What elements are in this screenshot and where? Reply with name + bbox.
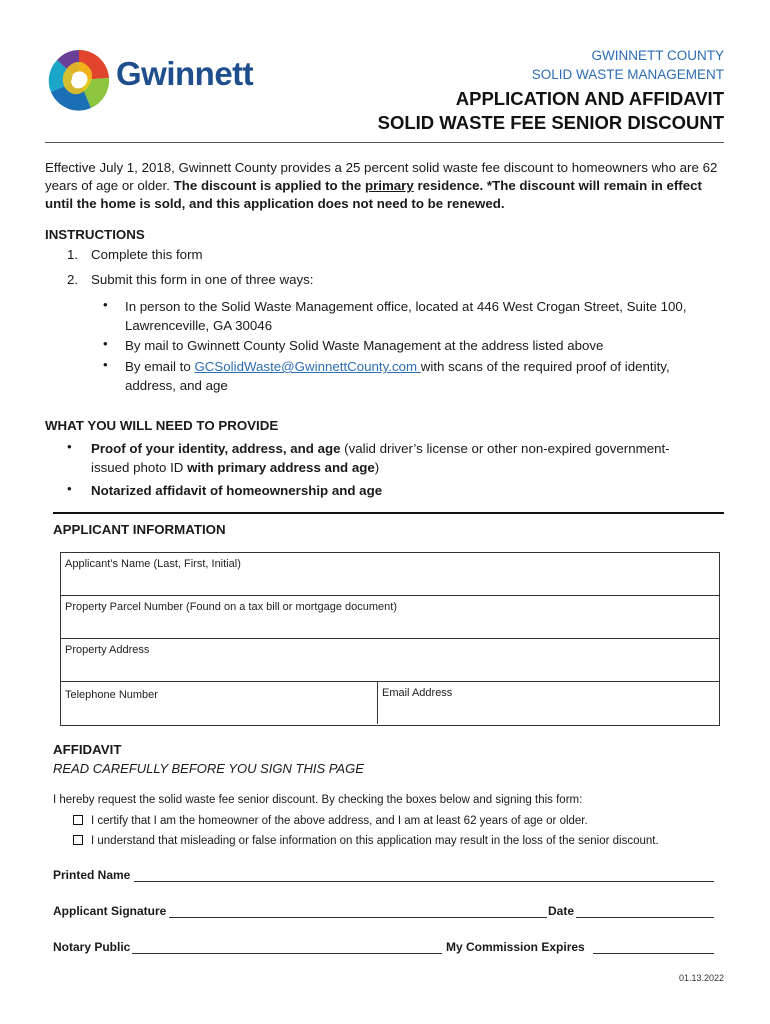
homeowner-check-text: I certify that I am the homeowner of the above address, and I am at least 62 years of age or older. bbox=[91, 815, 588, 827]
bullet-by-mail: By mail to Gwinnett County Solid Waste Management at the address listed above bbox=[125, 338, 604, 353]
gwinnett-logo-icon bbox=[47, 48, 111, 112]
affidavit-request: I hereby request the solid waste fee senior discount. By checking the boxes below and signing this form: bbox=[53, 794, 583, 806]
parcel-field[interactable] bbox=[61, 596, 719, 639]
name-label: Applicant’s Name (Last, First, Initial) bbox=[65, 558, 241, 570]
provide-heading: WHAT YOU WILL NEED TO PROVIDE bbox=[45, 418, 279, 433]
agency-line-2: SOLID WASTE MANAGEMENT bbox=[531, 67, 724, 82]
intro-primary-word: primary bbox=[364, 178, 414, 193]
applicant-signature-label: Applicant Signature bbox=[53, 904, 167, 918]
section-divider bbox=[53, 512, 724, 514]
document-title bbox=[378, 87, 724, 135]
printed-name-label: Printed Name bbox=[53, 868, 131, 882]
provide-item-proof bbox=[91, 439, 691, 477]
provide-item-affidavit bbox=[91, 481, 691, 500]
email-field[interactable] bbox=[378, 682, 719, 724]
bullet-icon: • bbox=[67, 439, 72, 454]
homeowner-checkbox[interactable] bbox=[73, 815, 83, 825]
phone-field[interactable] bbox=[61, 682, 377, 724]
affidavit-subheading: READ CAREFULLY BEFORE YOU SIGN THIS PAGE bbox=[53, 761, 364, 776]
homeowner-certification bbox=[73, 815, 588, 827]
date-line[interactable] bbox=[576, 917, 714, 918]
phone-label: Telephone Number bbox=[65, 689, 158, 701]
intro-bold-text: The discount is applied to the bbox=[173, 178, 365, 193]
applicant-signature-line[interactable] bbox=[169, 917, 547, 918]
email-label: Email Address bbox=[382, 687, 453, 699]
step-1-text: Complete this form bbox=[91, 247, 203, 262]
proof-bold-2: with primary address and age bbox=[187, 460, 375, 475]
proof-bold: Proof of your identity, address, and age bbox=[91, 441, 341, 456]
bullet-by-email bbox=[125, 357, 703, 395]
bullet-in-person: In person to the Solid Waste Management office, located at 446 West Crogan Street, Suite 100, Lawrenceville, GA 30046 bbox=[125, 299, 687, 333]
intro-paragraph bbox=[45, 159, 727, 213]
step-number: 1. bbox=[67, 247, 79, 262]
notary-public-line[interactable] bbox=[132, 953, 442, 954]
intro-bold-text-2: residence. *The discount will remain in effect until the home is sold, and this application does not need to be renewed. bbox=[45, 178, 702, 211]
acknowledge-check-text: I understand that misleading or false information on this application may result in the loss of the senior discount. bbox=[91, 835, 659, 847]
instructions-heading: INSTRUCTIONS bbox=[45, 227, 145, 242]
printed-name-line[interactable] bbox=[134, 881, 714, 882]
bullet-icon: • bbox=[103, 336, 108, 351]
acknowledge-checkbox[interactable] bbox=[73, 835, 83, 845]
email-prefix-text: By email to bbox=[125, 359, 195, 374]
logo-wordmark: Gwinnett bbox=[116, 55, 254, 92]
parcel-label: Property Parcel Number (Found on a tax bill or mortgage document) bbox=[65, 601, 397, 613]
header-divider bbox=[45, 142, 724, 143]
agency-line-1: GWINNETT COUNTY bbox=[591, 48, 724, 63]
proof-detail: (valid driver’s license or other non-expired government-issued photo ID bbox=[91, 441, 670, 475]
notary-public-label: Notary Public bbox=[53, 940, 131, 954]
address-field[interactable] bbox=[61, 639, 719, 682]
applicant-heading: APPLICANT INFORMATION bbox=[53, 522, 226, 537]
applicant-form bbox=[60, 552, 720, 726]
address-label: Property Address bbox=[65, 644, 150, 656]
date-label: Date bbox=[548, 904, 575, 918]
bullet-icon: • bbox=[103, 357, 108, 372]
name-field[interactable] bbox=[61, 553, 719, 596]
bullet-icon: • bbox=[103, 297, 108, 312]
email-link[interactable]: GCSolidWaste@GwinnettCounty.com bbox=[194, 359, 421, 374]
affidavit-heading: AFFIDAVIT bbox=[53, 742, 122, 757]
title-line-2: SOLID WASTE FEE SENIOR DISCOUNT bbox=[377, 112, 724, 133]
form-version-date: 01.13.2022 bbox=[678, 973, 724, 983]
step-number: 2. bbox=[67, 272, 79, 287]
email-suffix-text: with scans of the required proof of identity, address, and age bbox=[125, 359, 670, 393]
step-2-text: Submit this form in one of three ways: bbox=[91, 272, 314, 287]
contact-row bbox=[61, 682, 719, 724]
proof-end: ) bbox=[374, 460, 380, 475]
commission-expires-label: My Commission Expires bbox=[446, 940, 585, 954]
affidavit-bold: Notarized affidavit of homeownership and age bbox=[91, 483, 383, 498]
misleading-info-acknowledgement bbox=[73, 835, 659, 847]
title-line-1: APPLICATION AND AFFIDAVIT bbox=[455, 88, 724, 109]
commission-expires-line[interactable] bbox=[593, 953, 714, 954]
agency-name bbox=[532, 46, 724, 84]
bullet-icon: • bbox=[67, 481, 72, 496]
intro-text: Effective July 1, 2018, Gwinnett County provides a 25 percent solid waste fee discount to homeowners who are 62 years of age or older. bbox=[45, 160, 718, 193]
